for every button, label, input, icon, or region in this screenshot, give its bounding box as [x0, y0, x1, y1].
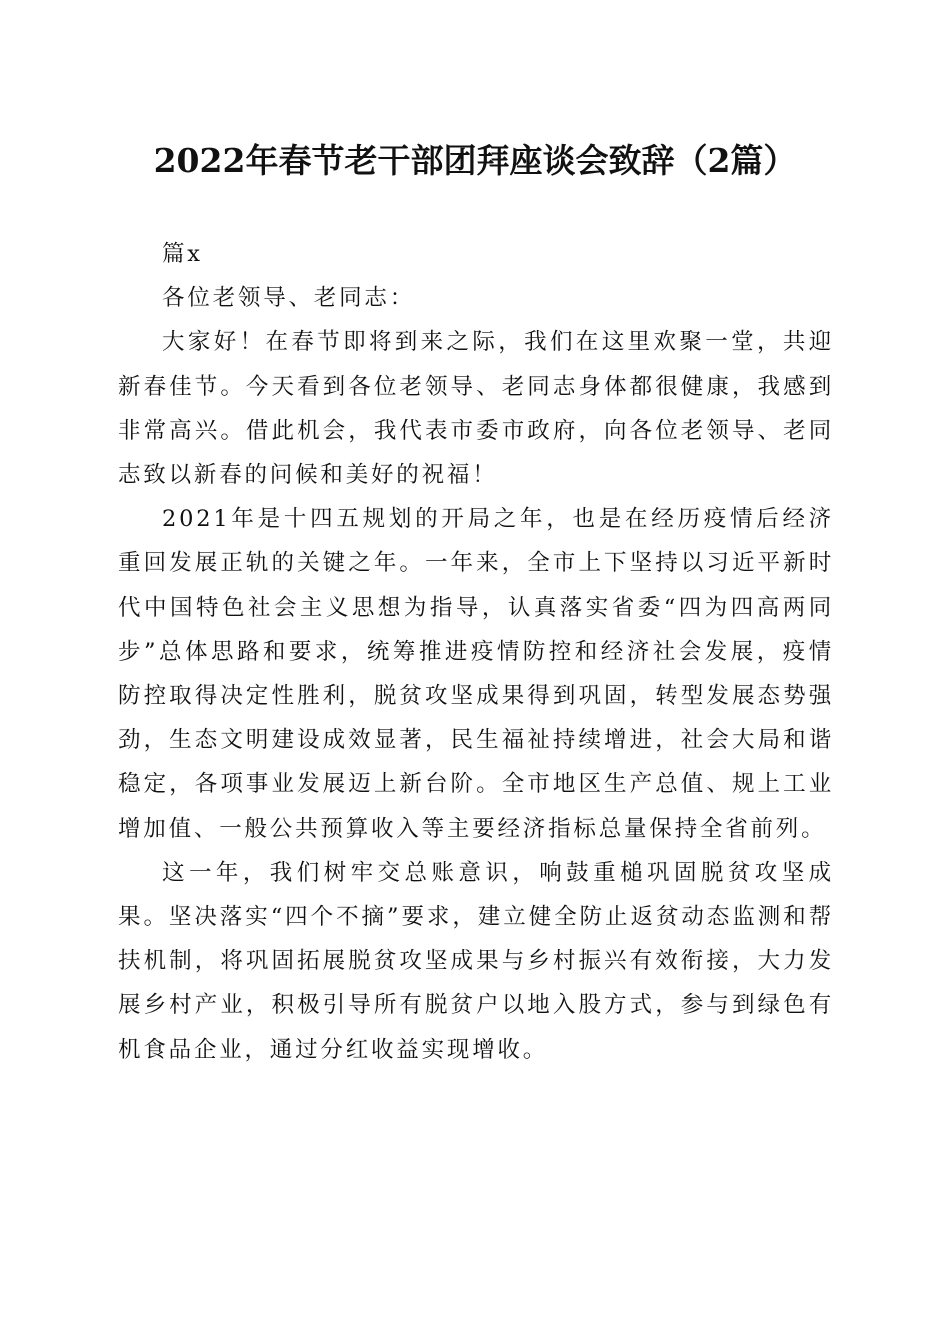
section-label: 篇x [162, 241, 203, 267]
paragraph-poverty-alleviation: 这一年，我们树牢交总账意识，响鼓重槌巩固脱贫攻坚成果。坚决落实“四个不摘”要求，建立健全防止返贫动态监测和帮扶机制，将巩固拓展脱贫攻坚成果与乡村振兴有效衔接，大力发展乡村产业，积极引导所有脱贫户以地入股方式，参与到绿色有机食品企业，通过分红收益实现增收。 [118, 859, 834, 1063]
salutation: 各位老领导、老同志： [162, 285, 416, 312]
document-body [118, 232, 834, 1072]
paragraph-review-2021: 2021年是十四五规划的开局之年，也是在经历疫情后经济重回发展正轨的关键之年。一年来，全市上下坚持以习近平新时代中国特色社会主义思想为指导，认真落实省委“四为四高两同步”总体思路和要求，统筹推进疫情防控和经济社会发展，疫情防控取得决定性胜利，脱贫攻坚成果得到巩固，转型发展态势强劲，生态文明建设成效显著，民生福祉持续增进，社会大局和谐稳定，各项事业发展迈上新台阶。全市地区生产总值、规上工业增加值、一般公共预算收入等主要经济指标总量保持全省前列。 [118, 506, 834, 842]
paragraph-greeting: 大家好！在春节即将到来之际，我们在这里欢聚一堂，共迎新春佳节。今天看到各位老领导、老同志身体都很健康，我感到非常高兴。借此机会，我代表市委市政府，向各位老领导、老同志致以新春的问候和美好的祝福！ [118, 329, 834, 489]
document-title: 2022年春节老干部团拜座谈会致辞（2篇） [153, 141, 797, 180]
